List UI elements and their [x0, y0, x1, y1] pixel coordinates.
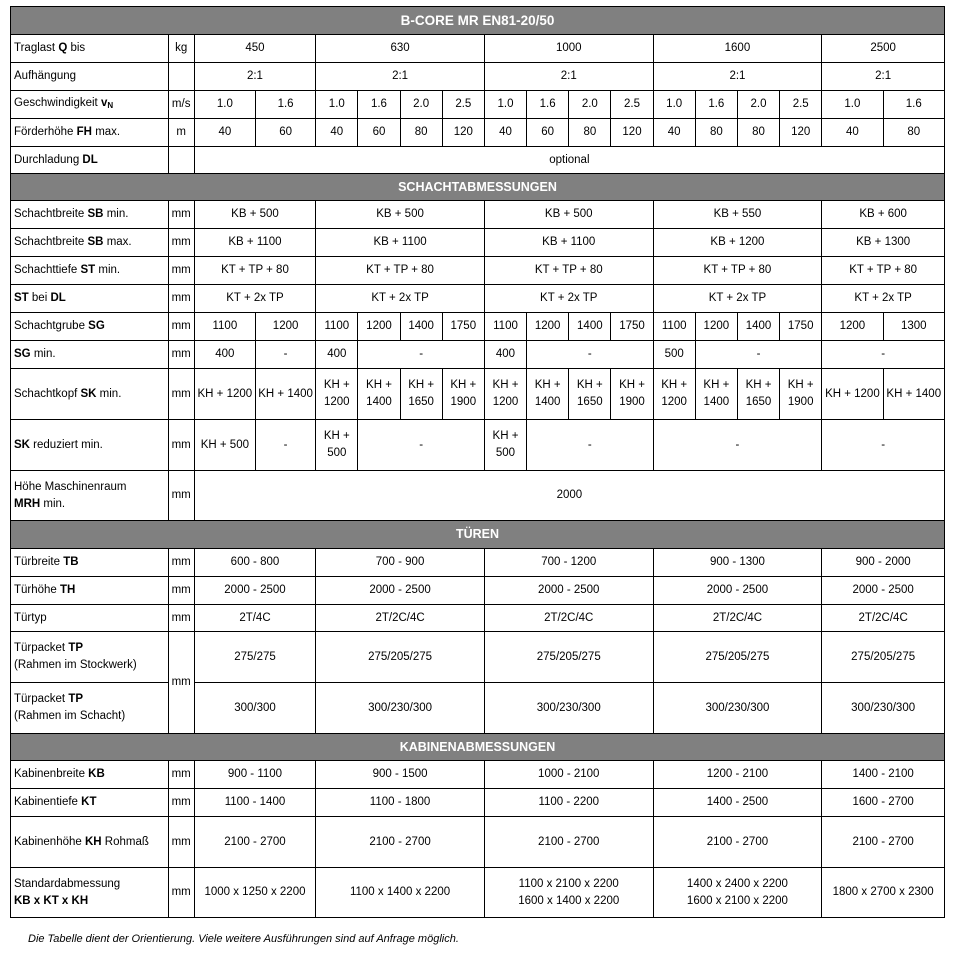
table-row — [11, 285, 945, 313]
load-cell: 450 — [194, 35, 315, 63]
travel-cell: 80 — [695, 119, 737, 147]
value-cell: KH + 1650 — [400, 369, 442, 420]
value-cell: 1400 - 2100 — [822, 761, 945, 789]
table-row — [11, 761, 945, 789]
suspension-cell: 2:1 — [316, 63, 485, 91]
value-cell: 700 - 1200 — [484, 549, 653, 577]
load-cell: 630 — [316, 35, 485, 63]
row-label-kh: Kabinenhöhe KH Rohmaß — [11, 817, 169, 868]
unit-cell: mm — [168, 577, 194, 605]
value-cell: - — [653, 420, 822, 471]
unit-cell: mm — [168, 817, 194, 868]
value-cell: - — [255, 420, 315, 471]
value-cell: 1400 — [400, 313, 442, 341]
value-cell: 300/300 — [194, 683, 315, 734]
speed-cell: 2.5 — [442, 91, 484, 119]
travel-cell: 80 — [883, 119, 944, 147]
value-cell: 1100 x 2100 x 2200 1600 x 1400 x 2200 — [484, 868, 653, 918]
value-cell: KH + 1400 — [883, 369, 944, 420]
section-header-row — [11, 521, 945, 549]
value-cell: 1200 — [695, 313, 737, 341]
row-label-sg-min: SG min. — [11, 341, 169, 369]
suspension-cell: 2:1 — [822, 63, 945, 91]
value-cell: KB + 1100 — [484, 229, 653, 257]
table-row — [11, 471, 945, 521]
value-cell: 2T/2C/4C — [484, 605, 653, 632]
table-row — [11, 35, 945, 63]
load-cell: 1600 — [653, 35, 822, 63]
unit-cell: kg — [168, 35, 194, 63]
row-label-kb: Kabinenbreite KB — [11, 761, 169, 789]
value-cell: KT + TP + 80 — [484, 257, 653, 285]
value-cell: 2000 - 2500 — [484, 577, 653, 605]
speed-cell: 1.0 — [653, 91, 695, 119]
row-label-geschwindigkeit: Geschwindigkeit $v_N$ — [11, 91, 169, 119]
row-label-sb-min: Schachtbreite SB min. — [11, 201, 169, 229]
table-row — [11, 147, 945, 174]
value-cell: 2T/4C — [194, 605, 315, 632]
value-cell: 1400 - 2500 — [653, 789, 822, 817]
speed-cell: 1.6 — [358, 91, 400, 119]
value-cell: 1000 - 2100 — [484, 761, 653, 789]
value-cell: - — [255, 341, 315, 369]
durchladung-value: optional — [194, 147, 944, 174]
table-row — [11, 313, 945, 341]
value-cell: 275/205/275 — [822, 632, 945, 683]
value-cell: 1600 - 2700 — [822, 789, 945, 817]
value-cell: 1100 - 1400 — [194, 789, 315, 817]
table-row — [11, 341, 945, 369]
unit-cell: mm — [168, 605, 194, 632]
row-label-kt: Kabinentiefe KT — [11, 789, 169, 817]
travel-cell: 120 — [611, 119, 653, 147]
row-label-tp-stockwerk: Türpacket TP (Rahmen im Stockwerk) — [11, 632, 169, 683]
value-cell: KB + 1100 — [316, 229, 485, 257]
value-cell: 300/230/300 — [653, 683, 822, 734]
speed-cell: 1.0 — [316, 91, 358, 119]
value-cell: 2000 — [194, 471, 944, 521]
unit-cell: mm — [168, 257, 194, 285]
value-cell: 1300 — [883, 313, 944, 341]
value-cell: 1750 — [611, 313, 653, 341]
value-cell: 1200 — [527, 313, 569, 341]
table-row — [11, 789, 945, 817]
row-label-tp-schacht: Türpacket TP (Rahmen im Schacht) — [11, 683, 169, 734]
value-cell: KH + 1200 — [653, 369, 695, 420]
row-label-mrh: Höhe Maschinenraum MRH min. — [11, 471, 169, 521]
travel-cell: 40 — [484, 119, 526, 147]
unit-cell: mm — [168, 341, 194, 369]
row-label-tuertyp: Türtyp — [11, 605, 169, 632]
value-cell: 900 - 2000 — [822, 549, 945, 577]
unit-cell — [168, 63, 194, 91]
value-cell: KB + 500 — [484, 201, 653, 229]
value-cell: 2000 - 2500 — [822, 577, 945, 605]
value-cell: 1750 — [442, 313, 484, 341]
row-label-th: Türhöhe TH — [11, 577, 169, 605]
unit-cell: mm — [168, 285, 194, 313]
speed-cell: 2.0 — [569, 91, 611, 119]
travel-cell: 40 — [653, 119, 695, 147]
value-cell: - — [822, 420, 945, 471]
value-cell: 1200 — [358, 313, 400, 341]
value-cell: KT + 2x TP — [194, 285, 315, 313]
value-cell: 2T/2C/4C — [822, 605, 945, 632]
value-cell: 400 — [316, 341, 358, 369]
unit-cell — [168, 147, 194, 174]
table-row — [11, 683, 945, 734]
load-cell: 2500 — [822, 35, 945, 63]
value-cell: 1200 — [255, 313, 315, 341]
travel-cell: 120 — [442, 119, 484, 147]
value-cell: 1200 - 2100 — [653, 761, 822, 789]
value-cell: 275/205/275 — [653, 632, 822, 683]
value-cell: 300/230/300 — [822, 683, 945, 734]
value-cell: 500 — [653, 341, 695, 369]
value-cell: KT + TP + 80 — [653, 257, 822, 285]
value-cell: 2T/2C/4C — [653, 605, 822, 632]
value-cell: KT + 2x TP — [653, 285, 822, 313]
unit-cell: mm — [168, 369, 194, 420]
value-cell: 2000 - 2500 — [194, 577, 315, 605]
table-row — [11, 577, 945, 605]
speed-cell: 1.0 — [194, 91, 255, 119]
value-cell: 1100 — [653, 313, 695, 341]
table-title-row — [11, 7, 945, 35]
value-cell: 1100 — [316, 313, 358, 341]
row-label-foerderhoehe: Förderhöhe FH max. — [11, 119, 169, 147]
unit-cell: mm — [168, 229, 194, 257]
travel-cell: 60 — [255, 119, 315, 147]
value-cell: KH + 1200 — [194, 369, 255, 420]
table-row — [11, 229, 945, 257]
value-cell: KT + TP + 80 — [822, 257, 945, 285]
value-cell: KH + 1200 — [484, 369, 526, 420]
speed-cell: 2.5 — [611, 91, 653, 119]
value-cell: KT + TP + 80 — [316, 257, 485, 285]
value-cell: 900 - 1500 — [316, 761, 485, 789]
travel-cell: 80 — [737, 119, 779, 147]
value-cell: 2100 - 2700 — [194, 817, 315, 868]
section-header-shaft: SCHACHTABMESSUNGEN — [11, 174, 945, 201]
value-cell: KT + TP + 80 — [194, 257, 315, 285]
travel-cell: 80 — [400, 119, 442, 147]
row-label-sb-max: Schachtbreite SB max. — [11, 229, 169, 257]
value-cell: KH + 1650 — [569, 369, 611, 420]
value-cell: 300/230/300 — [484, 683, 653, 734]
value-cell: KB + 550 — [653, 201, 822, 229]
unit-cell: mm — [168, 789, 194, 817]
value-cell: KB + 1100 — [194, 229, 315, 257]
value-cell: 2T/2C/4C — [316, 605, 485, 632]
value-cell: 1100 x 1400 x 2200 — [316, 868, 485, 918]
suspension-cell: 2:1 — [653, 63, 822, 91]
unit-cell: mm — [168, 868, 194, 918]
table-row — [11, 632, 945, 683]
row-label-durchladung: Durchladung DL — [11, 147, 169, 174]
value-cell: KH + 1650 — [737, 369, 779, 420]
speed-cell: 1.6 — [527, 91, 569, 119]
value-cell: 275/205/275 — [316, 632, 485, 683]
table-row — [11, 549, 945, 577]
row-label-traglast: Traglast Q bis — [11, 35, 169, 63]
value-cell: KB + 1300 — [822, 229, 945, 257]
speed-cell: 2.0 — [400, 91, 442, 119]
value-cell: 900 - 1100 — [194, 761, 315, 789]
table-row — [11, 369, 945, 420]
value-cell: - — [822, 341, 945, 369]
load-cell: 1000 — [484, 35, 653, 63]
value-cell: 1800 x 2700 x 2300 — [822, 868, 945, 918]
value-cell: 1100 — [484, 313, 526, 341]
unit-cell: mm — [168, 761, 194, 789]
value-cell: 1400 x 2400 x 2200 1600 x 2100 x 2200 — [653, 868, 822, 918]
value-cell: KH + 1900 — [611, 369, 653, 420]
row-label-st-dl: ST bei DL — [11, 285, 169, 313]
unit-cell: m — [168, 119, 194, 147]
value-cell: KB + 500 — [316, 201, 485, 229]
footnote: Die Tabelle dient der Orientierung. Viele weitere Ausführungen sind auf Anfrage möglich. — [28, 933, 459, 945]
spec-table — [10, 6, 945, 918]
speed-cell: 1.0 — [484, 91, 526, 119]
value-cell: 1100 - 2200 — [484, 789, 653, 817]
value-cell: KH + 500 — [316, 420, 358, 471]
value-cell: - — [695, 341, 822, 369]
value-cell: 300/230/300 — [316, 683, 485, 734]
section-header-row — [11, 734, 945, 761]
row-label-tb: Türbreite TB — [11, 549, 169, 577]
table-row — [11, 257, 945, 285]
value-cell: 1750 — [780, 313, 822, 341]
speed-cell: 1.6 — [695, 91, 737, 119]
section-header-doors: TÜREN — [11, 521, 945, 549]
row-label-standardabmessung: Standardabmessung KB x KT x KH — [11, 868, 169, 918]
value-cell: KH + 500 — [194, 420, 255, 471]
value-cell: KH + 1400 — [695, 369, 737, 420]
value-cell: KH + 1400 — [527, 369, 569, 420]
speed-cell: 1.6 — [883, 91, 944, 119]
travel-cell: 40 — [316, 119, 358, 147]
unit-cell: m/s — [168, 91, 194, 119]
value-cell: 400 — [194, 341, 255, 369]
travel-cell: 40 — [822, 119, 883, 147]
value-cell: 2100 - 2700 — [316, 817, 485, 868]
suspension-cell: 2:1 — [194, 63, 315, 91]
table-row — [11, 420, 945, 471]
value-cell: KB + 1200 — [653, 229, 822, 257]
unit-cell: mm — [168, 420, 194, 471]
table-row — [11, 868, 945, 918]
value-cell: 600 - 800 — [194, 549, 315, 577]
table-row — [11, 91, 945, 119]
value-cell: KB + 600 — [822, 201, 945, 229]
value-cell: KT + 2x TP — [822, 285, 945, 313]
value-cell: 1200 — [822, 313, 883, 341]
row-label-st-min: Schachttiefe ST min. — [11, 257, 169, 285]
unit-cell: mm — [168, 313, 194, 341]
travel-cell: 60 — [358, 119, 400, 147]
value-cell: KH + 1400 — [255, 369, 315, 420]
unit-cell: mm — [168, 471, 194, 521]
section-header-cabin: KABINENABMESSUNGEN — [11, 734, 945, 761]
value-cell: KH + 1200 — [822, 369, 883, 420]
row-label-aufhaengung: Aufhängung — [11, 63, 169, 91]
speed-cell: 1.6 — [255, 91, 315, 119]
value-cell: 1400 — [737, 313, 779, 341]
speed-cell: 2.5 — [780, 91, 822, 119]
row-label-sk-reduziert: SK reduziert min. — [11, 420, 169, 471]
table-row — [11, 201, 945, 229]
value-cell: KB + 500 — [194, 201, 315, 229]
travel-cell: 60 — [527, 119, 569, 147]
value-cell: 2000 - 2500 — [316, 577, 485, 605]
row-label-sg: Schachtgrube SG — [11, 313, 169, 341]
speed-cell: 2.0 — [737, 91, 779, 119]
travel-cell: 40 — [194, 119, 255, 147]
table-row — [11, 63, 945, 91]
table-title: B-CORE MR EN81-20/50 — [11, 7, 945, 35]
value-cell: KH + 1900 — [780, 369, 822, 420]
value-cell: - — [358, 420, 485, 471]
value-cell: KH + 1900 — [442, 369, 484, 420]
value-cell: 900 - 1300 — [653, 549, 822, 577]
value-cell: 700 - 900 — [316, 549, 485, 577]
value-cell: KT + 2x TP — [484, 285, 653, 313]
value-cell: KH + 1200 — [316, 369, 358, 420]
row-label-sk-min: Schachtkopf SK min. — [11, 369, 169, 420]
value-cell: KT + 2x TP — [316, 285, 485, 313]
value-cell: 1400 — [569, 313, 611, 341]
travel-cell: 80 — [569, 119, 611, 147]
value-cell: - — [527, 420, 654, 471]
value-cell: 1100 - 1800 — [316, 789, 485, 817]
value-cell: 275/205/275 — [484, 632, 653, 683]
table-row — [11, 605, 945, 632]
speed-cell: 1.0 — [822, 91, 883, 119]
unit-cell: mm — [168, 201, 194, 229]
value-cell: 275/275 — [194, 632, 315, 683]
value-cell: KH + 500 — [484, 420, 526, 471]
table-row — [11, 119, 945, 147]
value-cell: 400 — [484, 341, 526, 369]
unit-cell: mm — [168, 549, 194, 577]
value-cell: 2100 - 2700 — [822, 817, 945, 868]
value-cell: 2100 - 2700 — [653, 817, 822, 868]
value-cell: 1000 x 1250 x 2200 — [194, 868, 315, 918]
section-header-row — [11, 174, 945, 201]
value-cell: KH + 1400 — [358, 369, 400, 420]
value-cell: 1100 — [194, 313, 255, 341]
unit-cell: mm — [168, 632, 194, 734]
value-cell: - — [358, 341, 485, 369]
value-cell: - — [527, 341, 654, 369]
suspension-cell: 2:1 — [484, 63, 653, 91]
value-cell: 2100 - 2700 — [484, 817, 653, 868]
travel-cell: 120 — [780, 119, 822, 147]
value-cell: 2000 - 2500 — [653, 577, 822, 605]
table-row — [11, 817, 945, 868]
